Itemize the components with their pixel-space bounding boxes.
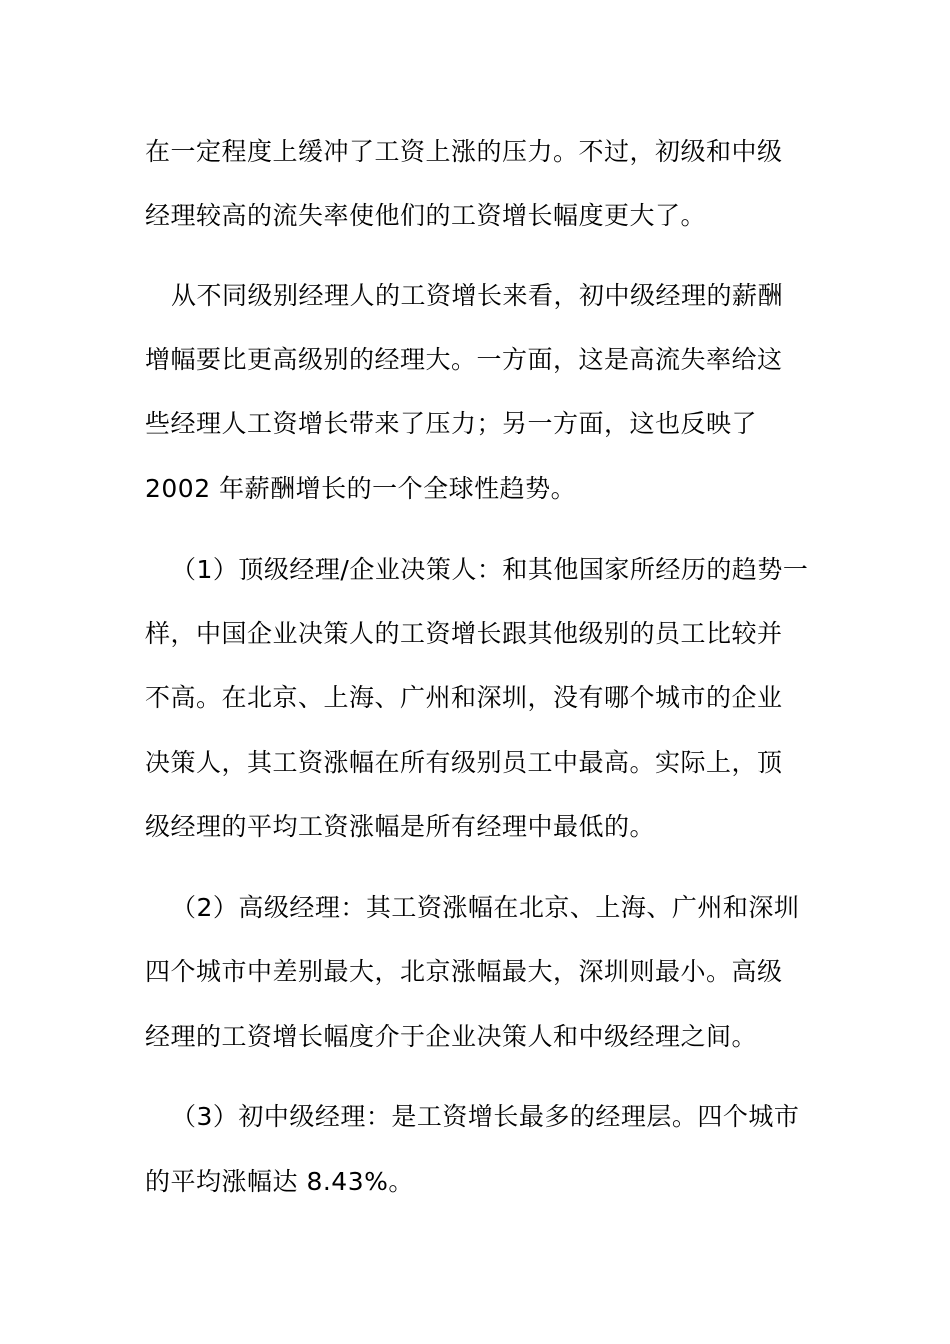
- text-line: 决策人，其工资涨幅在所有级别员工中最高。实际上，顶: [145, 748, 783, 777]
- text-line: 从不同级别经理人的工资增长来看，初中级经理的薪酬: [171, 281, 784, 310]
- text-line: 些经理人工资增长带来了压力；另一方面，这也反映了: [145, 409, 758, 438]
- text-line: （2）高级经理：其工资涨幅在北京、上海、广州和深圳: [171, 893, 800, 922]
- text-line: 级经理的平均工资涨幅是所有经理中最低的。: [145, 812, 656, 841]
- text-line: 增幅要比更高级别的经理大。一方面，这是高流失率给这: [145, 345, 783, 374]
- text-line: （3）初中级经理：是工资增长最多的经理层。四个城市: [171, 1102, 800, 1131]
- text-line: 2002 年薪酬增长的一个全球性趋势。: [145, 474, 577, 503]
- text-line: 在一定程度上缓冲了工资上涨的压力。不过，初级和中级: [145, 137, 783, 166]
- text-line: 经理的工资增长幅度介于企业决策人和中级经理之间。: [145, 1022, 758, 1051]
- text-line: （1）顶级经理/企业决策人：和其他国家所经历的趋势一: [171, 555, 809, 584]
- text-line: 经理较高的流失率使他们的工资增长幅度更大了。: [145, 201, 707, 230]
- text-line: 样，中国企业决策人的工资增长跟其他级别的员工比较并: [145, 619, 783, 648]
- text-line: 不高。在北京、上海、广州和深圳，没有哪个城市的企业: [145, 683, 783, 712]
- text-line: 的平均涨幅达 8.43%。: [145, 1167, 414, 1196]
- text-line: 四个城市中差别最大，北京涨幅最大，深圳则最小。高级: [145, 957, 783, 986]
